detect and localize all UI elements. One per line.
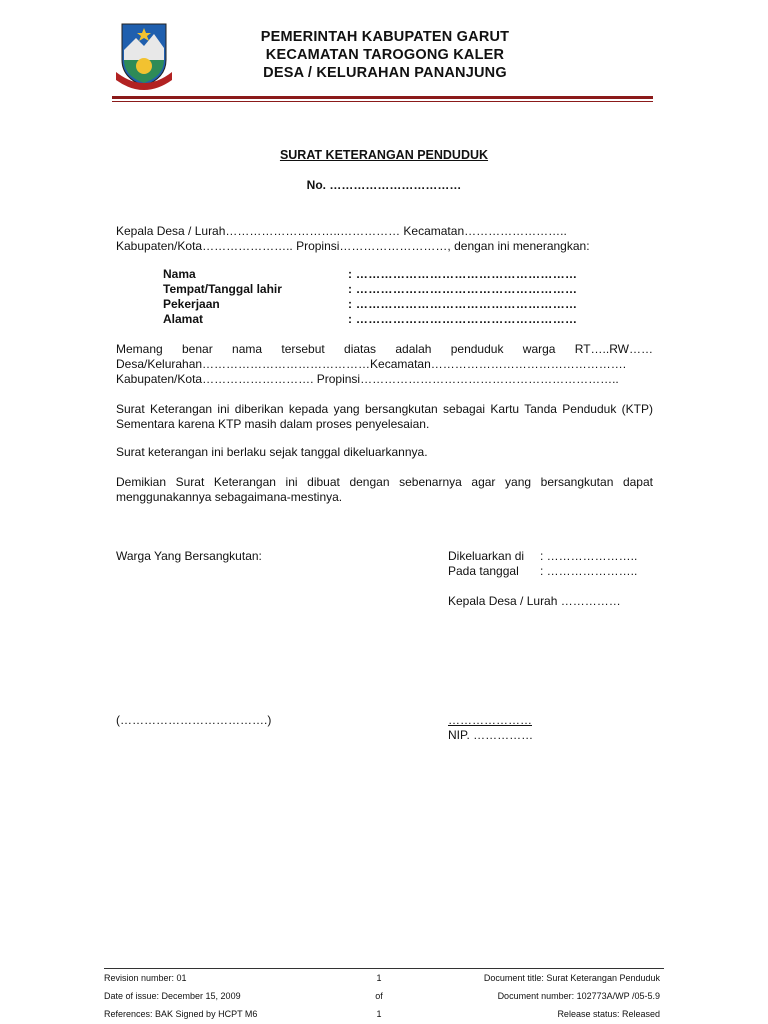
garut-regency-seal-icon: [114, 20, 174, 92]
village-head-label: Kepala Desa / Lurah ……………: [448, 594, 621, 608]
issued-at-value: : …………………..: [540, 549, 638, 563]
document-number: No. ……………………………: [306, 178, 462, 192]
issued-at-label: Dikeluarkan di: [448, 549, 525, 563]
document-footer: [104, 968, 664, 1023]
page-current: 1: [376, 973, 382, 983]
document-title: SURAT KETERANGAN PENDUDUK: [279, 148, 489, 162]
header-rule-thick: [112, 96, 653, 99]
head-signature-block: [448, 713, 533, 743]
page-total: 1: [376, 1009, 382, 1019]
residence-paragraph: [116, 342, 653, 387]
field-value: : ………………………………………………: [348, 297, 578, 311]
issuance-block: [448, 549, 637, 609]
issued-at-row: [448, 549, 637, 564]
footer-row: [104, 969, 664, 987]
field-row-address: [163, 312, 577, 327]
revision-number: Revision number: 01: [104, 973, 187, 983]
nip-field: NIP. ……………: [448, 728, 534, 742]
page-of: of: [375, 991, 383, 1001]
intro-line-1: Kepala Desa / Lurah………………………..…………… Kecamatan……………………..: [116, 224, 567, 238]
issue-date: Date of issue: December 15, 2009: [104, 991, 241, 1001]
issue-date-row: [448, 564, 637, 579]
validity-paragraph: Surat keterangan ini berlaku sejak tanggal dikeluarkannya.: [116, 445, 428, 459]
village-head-name-placeholder: …………………: [448, 713, 532, 727]
purpose-paragraph: Surat Keterangan ini diberikan kepada yang bersangkutan sebagai Kartu Tanda Penduduk (KTP) Sementara karena KTP masih dalam proses penyelesaian.: [116, 402, 653, 431]
field-label: Nama: [163, 267, 196, 281]
field-label: Alamat: [163, 312, 204, 326]
field-value: : ………………………………………………: [348, 282, 578, 296]
footer-document-number: Document number: 102773A/WP /05-5.9: [497, 991, 660, 1001]
field-row-name: [163, 267, 577, 282]
header-rule-thin: [112, 101, 653, 102]
footer-row: [104, 1005, 664, 1023]
resident-fields: [163, 267, 577, 327]
header-district: KECAMATAN TAROGONG KALER: [265, 47, 505, 63]
footer-document-title: Document title: Surat Keterangan Penduduk: [483, 973, 660, 983]
letterhead: [190, 28, 580, 82]
residence-line-2: Desa/Kelurahan……………………………………Kecamatan………………………………………….: [116, 357, 627, 371]
header-government: PEMERINTAH KABUPATEN GARUT: [260, 29, 510, 45]
release-status: Release status: Released: [557, 1009, 660, 1019]
field-row-birth: [163, 282, 577, 297]
references: References: BAK Signed by HCPT M6: [104, 1009, 258, 1019]
field-value: : ………………………………………………: [348, 267, 578, 281]
resident-signature-label: Warga Yang Bersangkutan:: [116, 549, 262, 563]
closing-paragraph: Demikian Surat Keterangan ini dibuat dengan sebenarnya agar yang bersangkutan dapat menggunakannya sebagaimana-mestinya.: [116, 475, 653, 504]
residence-line-1: Memang benar nama tersebut diatas adalah penduduk warga RT…..RW……: [116, 342, 653, 356]
issue-date-label: Pada tanggal: [448, 564, 519, 578]
issue-date-value: : …………………..: [540, 564, 638, 578]
intro-line-2: Kabupaten/Kota………………….. Propinsi………………………, dengan ini menerangkan:: [116, 239, 590, 253]
footer-row: [104, 987, 664, 1005]
header-village: DESA / KELURAHAN PANANJUNG: [263, 65, 507, 81]
residence-line-3: Kabupaten/Kota………………………. Propinsi………………………………………………………..: [116, 372, 619, 386]
resident-name-placeholder: (……………………………….): [116, 713, 272, 727]
field-label: Pekerjaan: [163, 297, 220, 311]
field-value: : ………………………………………………: [348, 312, 578, 326]
field-row-occupation: [163, 297, 577, 312]
intro-paragraph: [116, 224, 653, 254]
field-label: Tempat/Tanggal lahir: [163, 282, 282, 296]
